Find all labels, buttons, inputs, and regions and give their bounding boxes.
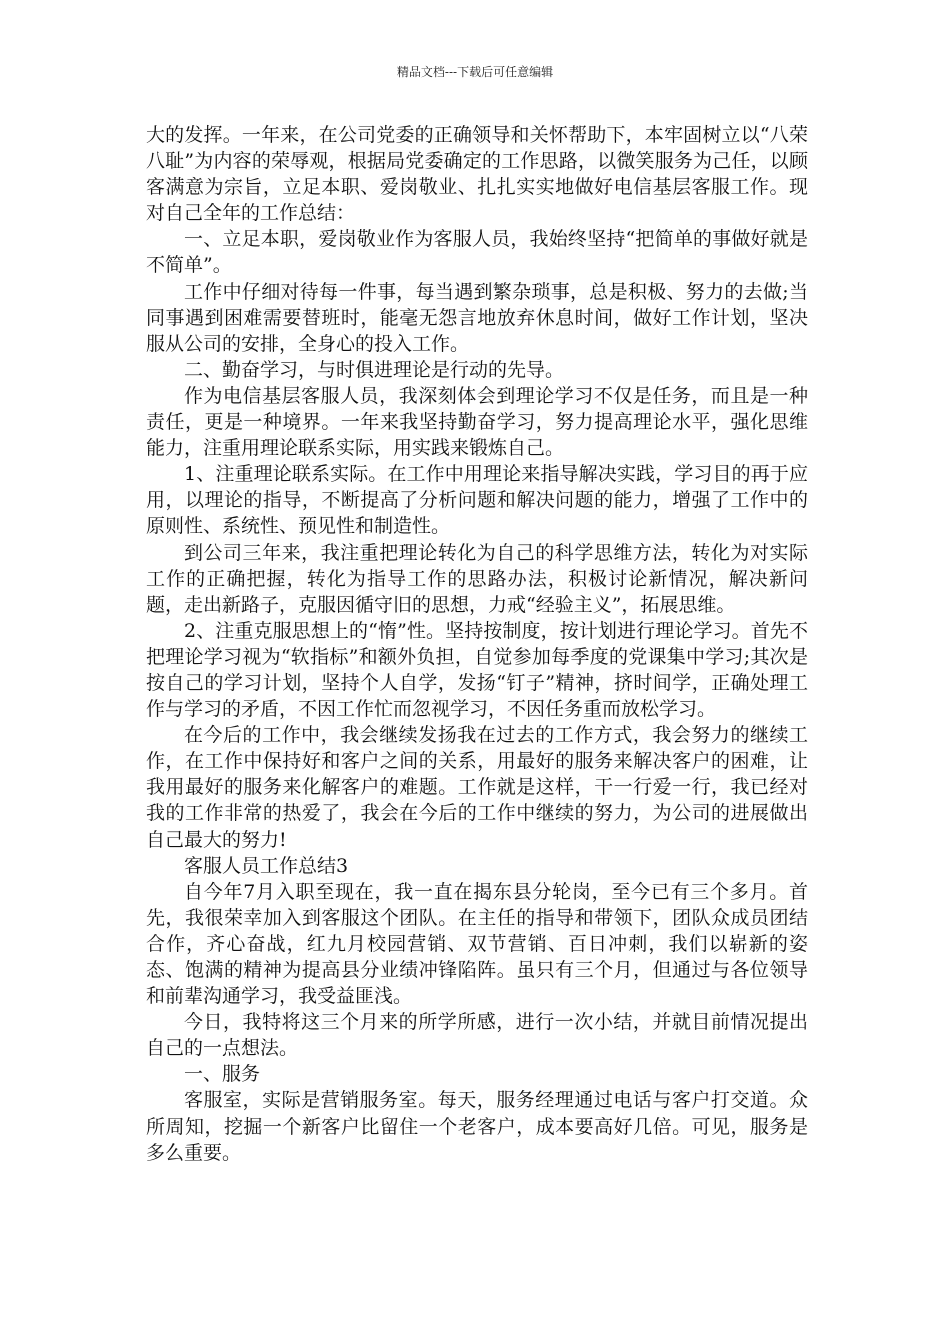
paragraph-7: 到公司三年来，我注重把理论转化为自己的科学思维方法，转化为对实际工作的正确把握，转化为指导工作的思路办法，积极讨论新情况，解决新问题，走出新路子，克服因循守旧的思想，力戒“经验主义”，拓展思维。 xyxy=(146,541,808,616)
paragraph-6: 1、注重理论联系实际。在工作中用理论来指导解决实践，学习目的再于应用，以理论的指导，不断提高了分析问题和解决问题的能力，增强了工作中的原则性、系统性、预见性和制造性。 xyxy=(146,463,808,538)
paragraph-5: 作为电信基层客服人员，我深刻体会到理论学习不仅是任务，而且是一种责任，更是一种境界。一年来我坚持勤奋学习，努力提高理论水平，强化思维能力，注重用理论联系实际，用实践来锻炼自己。 xyxy=(146,384,808,460)
paragraph-14: 客服室，实际是营销服务室。每天，服务经理通过电话与客户打交道。众所周知，挖掘一个新客户比留住一个老客户，成本要高好几倍。可见，服务是多么重要。 xyxy=(146,1089,808,1164)
paragraph-9: 在今后的工作中，我会继续发扬我在过去的工作方式，我会努力的继续工作，在工作中保持好和客户之间的关系，用最好的服务来解决客户的困难，让我用最好的服务来化解客户的难题。工作就是这样，干一行爱一行，我已经对我的工作非常的热爱了，我会在今后的工作中继续的努力，为公司的进展做出自己最大的努力! xyxy=(146,724,808,851)
paragraph-4: 二、勤奋学习，与时俱进理论是行动的先导。 xyxy=(184,358,565,381)
page-header: 精品文档---下载后可任意编辑 xyxy=(396,65,554,79)
paragraph-3: 工作中仔细对待每一件事，每当遇到繁杂琐事，总是积极、努力的去做;当同事遇到困难需要替班时，能毫无怨言地放弃休息时间，做好工作计划，坚决服从公司的安排，全身心的投入工作。 xyxy=(146,280,808,355)
paragraph-12: 今日，我特将这三个月来的所学所感，进行一次小结，并就目前情况提出自己的一点想法。 xyxy=(146,1011,808,1060)
paragraph-2: 一、立足本职，爱岗敬业作为客服人员，我始终坚持“把简单的事做好就是不简单”。 xyxy=(146,228,808,277)
paragraph-11: 自今年7月入职至现在，我一直在揭东县分轮岗，至今已有三个多月。首先，我很荣幸加入到客服这个团队。在主任的指导和带领下，团队众成员团结合作，齐心奋战，红九月校园营销、双节营销、百日冲刺，我们以崭新的姿态、饱满的精神为提高县分业绩冲锋陷阵。虽只有三个月，但通过与各位领导和前辈沟通学习，我受益匪浅。 xyxy=(146,880,808,1008)
paragraph-13: 一、服务 xyxy=(184,1063,261,1086)
paragraph-8: 2、注重克服思想上的“惰”性。坚持按制度，按计划进行理论学习。首先不把理论学习视为“软指标”和额外负担，自觉参加每季度的党课集中学习;其次是按自己的学习计划，坚持个人自学，发扬“钉子”精神，挤时间学，正确处理工作与学习的矛盾，不因工作忙而忽视学习，不因任务重而放松学习。 xyxy=(146,619,808,721)
section-heading: 客服人员工作总结3 xyxy=(184,854,349,877)
document-body xyxy=(146,122,808,1166)
paragraph-1: 大的发挥。一年来，在公司党委的正确领导和关怀帮助下，本牢固树立以“八荣八耻”为内容的荣辱观，根据局党委确定的工作思路，以微笑服务为己任，以顾客满意为宗旨，立足本职、爱岗敬业、扎扎实实地做好电信基层客服工作。现对自己全年的工作总结： xyxy=(146,124,808,225)
